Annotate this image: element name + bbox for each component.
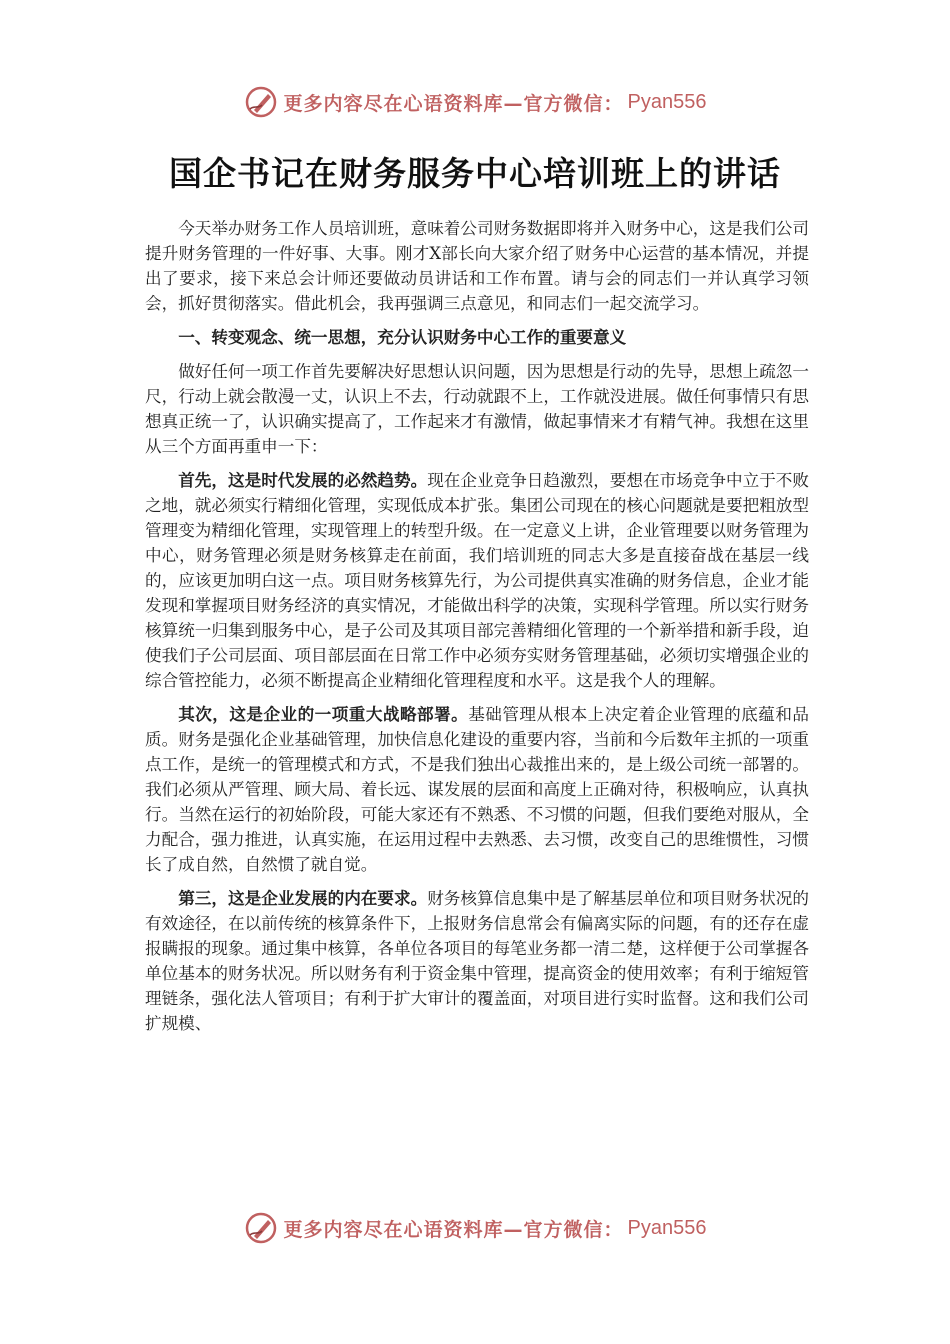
paragraph-third-point: [145, 886, 809, 1036]
point-body: 基础管理从根本上决定着企业管理的底蕴和品质。财务是强化企业基础管理，加快信息化建设的重要内容，当前和今后数年主抓的一项重点工作，是统一的管理模式和方式，不是我们独出心裁推出来的，是上级公司统一部署的。我们必须从严管理、顾大局、着长远、谋发展的层面和高度上正确对待，积极响应，认真执行。当然在运行的初始阶段，可能大家还有不熟悉、不习惯的问题，但我们要绝对服从，全力配合，强力推进，认真实施，在运用过程中去熟悉、去习惯，改变自己的思维惯性，习惯长了成自然，自然惯了就自觉。: [145, 705, 809, 874]
document-title: 国企书记在财务服务中心培训班上的讲话: [169, 154, 781, 193]
point-body: 财务核算信息集中是了解基层单位和项目财务状况的有效途径，在以前传统的核算条件下，上报财务信息常会有偏离实际的问题，有的还存在虚报瞒报的现象。通过集中核算，各单位各项目的每笔业务都一清二楚，这样便于公司掌握各单位基本的财务状况。所以财务有利于资金集中管理，提高资金的使用效率；有利于缩短管理链条，强化法人管项目；有利于扩大审计的覆盖面，对项目进行实时监督。这和我们公司扩规模、: [145, 889, 810, 1033]
paragraph-first-point: [145, 468, 809, 693]
banner-text: 更多内容尽在心语资料库—官方微信：: [283, 1218, 624, 1241]
point-lead: 其次，这是企业的一项重大战略部署。: [178, 704, 469, 724]
paragraph-second-point: [145, 702, 809, 877]
banner-text: 更多内容尽在心语资料库—官方微信：: [283, 92, 624, 115]
section-heading: 一、转变观念、统一思想，充分认识财务中心工作的重要意义: [178, 327, 627, 347]
banner-wechat-id: Pyan556: [627, 90, 707, 113]
point-lead: 第三，这是企业发展的内在要求。: [178, 888, 428, 908]
header-banner: [0, 82, 950, 122]
banner-wechat-id: Pyan556: [627, 1216, 707, 1239]
point-body: 现在企业竞争日趋激烈，要想在市场竞争中立于不败之地，就必须实行精细化管理，实现低成本扩张。集团公司现在的核心问题就是要把粗放型管理变为精细化管理，实现管理上的转型升级。在一定意义上讲，企业管理要以财务管理为中心，财务管理必须是财务核算走在前面，我们培训班的同志大多是直接奋战在基层一线的，应该更加明白这一点。项目财务核算先行，为公司提供真实准确的财务信息，企业才能发现和掌握项目财务经济的真实情况，才能做出科学的决策，实现科学管理。所以实行财务核算统一归集到服务中心，是子公司及其项目部完善精细化管理的一个新举措和新手段，迫使我们子公司层面、项目部层面在日常工作中必须夯实财务管理基础，必须切实增强企业的综合管控能力，必须不断提高企业精细化管理程度和水平。这是我个人的理解。: [145, 471, 810, 690]
pen-logo-icon: [244, 85, 278, 119]
paragraph: 做好任何一项工作首先要解决好思想认识问题，因为思想是行动的先导，思想上疏忽一尺，行动上就会散漫一丈，认识上不去，行动就跟不上，工作就没进展。做任何事情只有思想真正统一了，认识确实提高了，工作起来才有激情，做起事情来才有精气神。我想在这里从三个方面再重申一下：: [145, 362, 809, 456]
intro-paragraph: 今天举办财务工作人员培训班，意味着公司财务数据即将并入财务中心，这是我们公司提升财务管理的一件好事、大事。刚才X部长向大家介绍了财务中心运营的基本情况，并提出了要求，接下来总会计师还要做动员讲话和工作布置。请与会的同志们一并认真学习领会，抓好贯彻落实。借此机会，我再强调三点意见，和同志们一起交流学习。: [145, 219, 809, 313]
point-lead: 首先，这是时代发展的必然趋势。: [178, 470, 428, 490]
footer-banner: [0, 1208, 950, 1248]
pen-logo-icon: [244, 1211, 278, 1245]
document-body: [145, 216, 809, 1045]
